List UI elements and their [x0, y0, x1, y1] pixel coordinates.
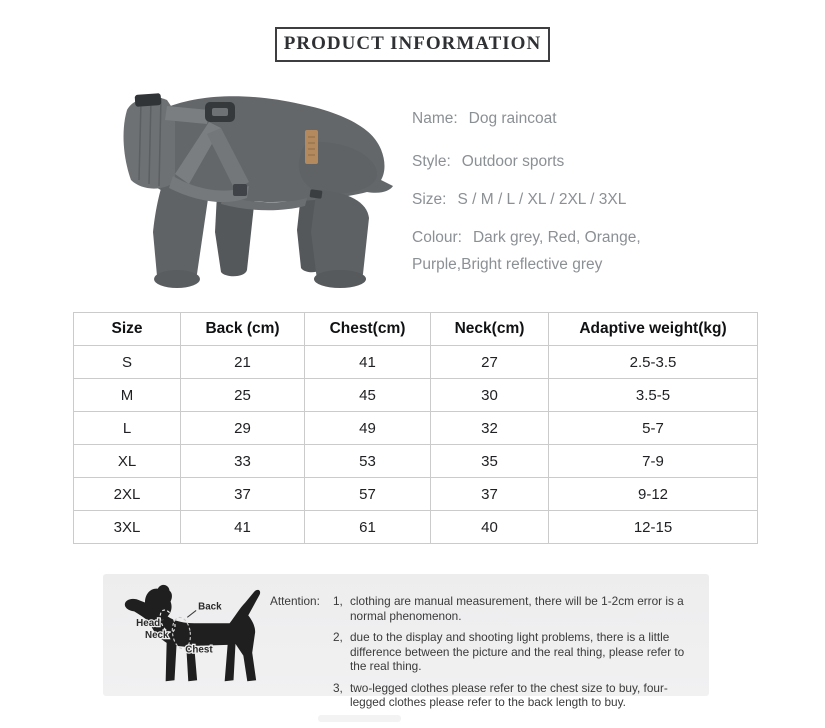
table-cell: 12-15 — [549, 511, 758, 544]
table-cell: 53 — [305, 445, 431, 478]
attention-label: Attention: — [270, 594, 320, 608]
harness-buckle-slot — [212, 108, 228, 116]
table-cell: 29 — [181, 412, 305, 445]
attention-text-block — [270, 594, 700, 710]
table-cell: 25 — [181, 379, 305, 412]
belly-buckle — [310, 189, 323, 199]
rear-leg-cuff — [314, 270, 366, 288]
column-header-weight: Adaptive weight(kg) — [549, 313, 758, 346]
table-row — [74, 478, 758, 511]
table-cell: 35 — [431, 445, 549, 478]
table-cell: 61 — [305, 511, 431, 544]
raincoat-product-photo — [105, 82, 405, 294]
name-label: Name: — [412, 110, 458, 127]
colour-value-line2: Purple,Bright reflective grey — [412, 256, 603, 273]
note-text: clothing are manual measurement, there will be 1-2cm error is a normal phenomenon. — [350, 594, 684, 623]
table-cell: 7-9 — [549, 445, 758, 478]
front-leg-cuff — [154, 270, 200, 288]
page-title: PRODUCT INFORMATION — [283, 33, 542, 54]
name-value: Dog raincoat — [468, 110, 557, 127]
detail-row-colour — [412, 229, 641, 247]
table-cell: 2.5-3.5 — [549, 346, 758, 379]
table-cell: XL — [74, 445, 181, 478]
column-header-neck: Neck(cm) — [431, 313, 549, 346]
table-row — [74, 412, 758, 445]
detail-row-style — [412, 153, 564, 171]
note-text: two-legged clothes please refer to the chest size to buy, four-legged clothes please refer to the back length to buy. — [350, 680, 668, 709]
table-cell: 37 — [181, 478, 305, 511]
detail-row-colour-continued — [412, 256, 602, 274]
dog-measurement-diagram — [117, 576, 292, 696]
product-information-title-box — [275, 27, 550, 62]
table-cell: 27 — [431, 346, 549, 379]
attention-note — [333, 681, 699, 710]
table-cell: L — [74, 412, 181, 445]
table-cell: 41 — [305, 346, 431, 379]
diagram-label-back: Back — [198, 601, 222, 613]
table-row — [74, 511, 758, 544]
detail-row-name — [412, 110, 557, 128]
faint-bottom-bar — [318, 715, 401, 722]
table-row — [74, 379, 758, 412]
table-cell: 40 — [431, 511, 549, 544]
table-cell: M — [74, 379, 181, 412]
table-cell: 49 — [305, 412, 431, 445]
harness-slider — [233, 184, 247, 196]
table-cell: 33 — [181, 445, 305, 478]
style-label: Style: — [412, 153, 451, 170]
attention-notes — [333, 594, 699, 710]
diagram-label-neck: Neck — [144, 629, 169, 641]
table-cell: 9-12 — [549, 478, 758, 511]
table-cell: S — [74, 346, 181, 379]
size-label: Size: — [412, 191, 447, 208]
table-header-row — [74, 313, 758, 346]
table-cell: 57 — [305, 478, 431, 511]
title-section — [0, 27, 825, 62]
note-number: 1, — [333, 594, 343, 608]
table-row — [74, 445, 758, 478]
detail-row-size — [412, 191, 626, 209]
size-value: S / M / L / XL / 2XL / 3XL — [457, 191, 627, 208]
colour-label: Colour: — [412, 229, 462, 246]
table-cell: 30 — [431, 379, 549, 412]
column-header-chest: Chest(cm) — [305, 313, 431, 346]
diagram-label-chest: Chest — [185, 644, 213, 656]
brand-tag — [305, 130, 318, 164]
table-cell: 37 — [431, 478, 549, 511]
table-cell: 5-7 — [549, 412, 758, 445]
attention-note — [333, 630, 699, 674]
note-text: due to the display and shooting light problems, there is a little difference between the picture and the real thing, please refer to the real thing. — [350, 630, 685, 673]
table-cell: 45 — [305, 379, 431, 412]
style-value: Outdoor sports — [461, 153, 565, 170]
table-cell: 41 — [181, 511, 305, 544]
table-cell: 32 — [431, 412, 549, 445]
table-cell: 3XL — [74, 511, 181, 544]
size-table — [73, 312, 758, 544]
table-cell: 3.5-5 — [549, 379, 758, 412]
column-header-back: Back (cm) — [181, 313, 305, 346]
back-pointer-line — [187, 610, 196, 617]
note-number: 3, — [333, 680, 343, 695]
table-cell: 2XL — [74, 478, 181, 511]
diagram-label-head: Head — [136, 618, 161, 630]
attention-panel — [103, 574, 709, 709]
colour-value-line1: Dark grey, Red, Orange, — [472, 229, 641, 246]
column-header-size: Size — [74, 313, 181, 346]
note-number: 2, — [333, 630, 343, 644]
table-cell: 21 — [181, 346, 305, 379]
attention-note — [333, 594, 699, 623]
table-row — [74, 346, 758, 379]
collar-clip — [135, 93, 162, 107]
